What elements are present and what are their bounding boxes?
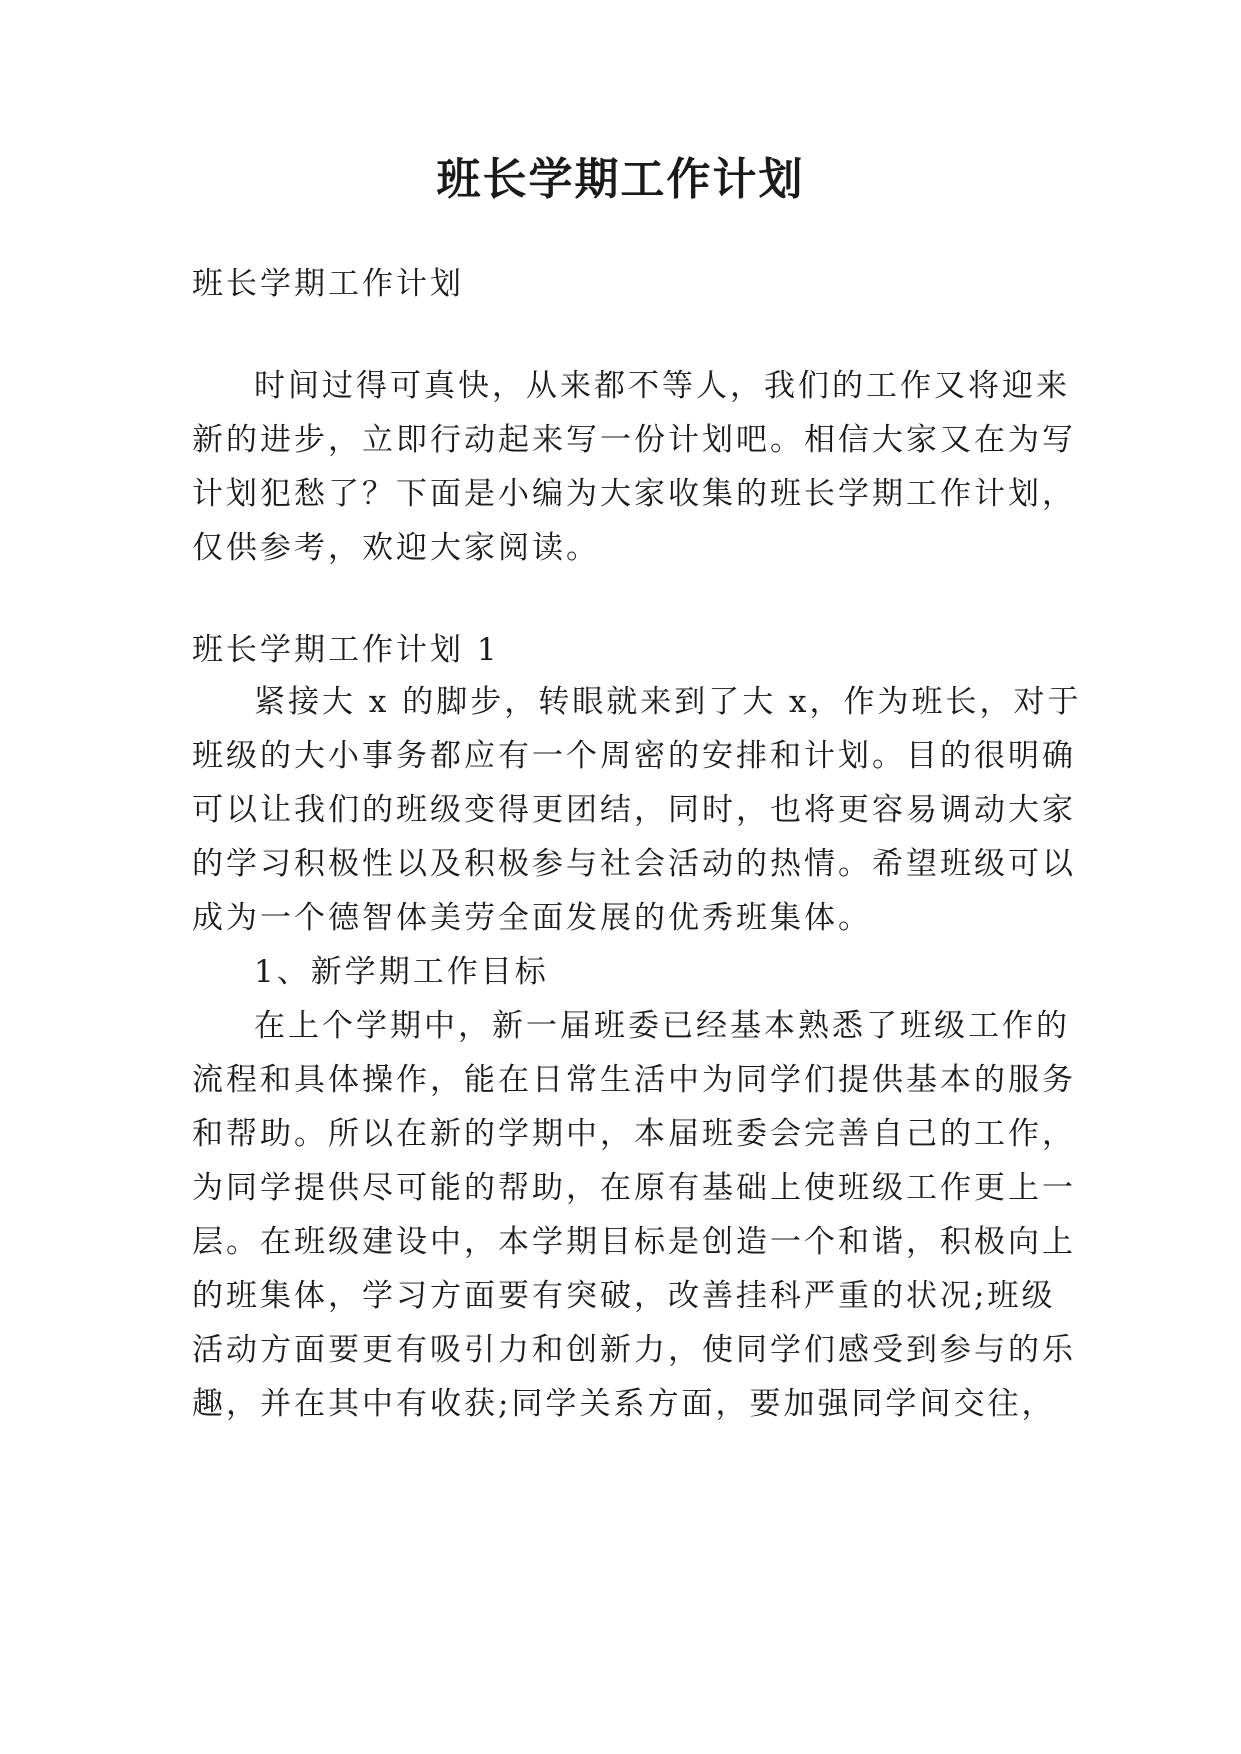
intro-line-4: 仅供参考，欢迎大家阅读。: [192, 530, 600, 566]
subheading: 1、新学期工作目标: [254, 954, 549, 990]
para2-line-1: 在上个学期中，新一届班委已经基本熟悉了班级工作的: [254, 1008, 1070, 1044]
para2-line-3: 和帮助。所以在新的学期中，本届班委会完善自己的工作，: [192, 1116, 1076, 1152]
para1-line-1: 紧接大 x 的脚步，转眼就来到了大 x，作为班长，对于: [254, 684, 1082, 720]
intro-line-2: 新的进步，立即行动起来写一份计划吧。相信大家又在为写: [192, 422, 1076, 458]
para2-line-6: 的班集体，学习方面要有突破，改善挂科严重的状况;班级: [192, 1278, 1056, 1314]
para2-line-5: 层。在班级建设中，本学期目标是创造一个和谐，积极向上: [192, 1224, 1076, 1260]
intro-line-1: 时间过得可真快，从来都不等人，我们的工作又将迎来: [254, 368, 1070, 404]
section-heading: 班长学期工作计划 1: [192, 632, 500, 668]
para2-line-2: 流程和具体操作，能在日常生活中为同学们提供基本的服务: [192, 1062, 1076, 1098]
para1-line-5: 成为一个德智体美劳全面发展的优秀班集体。: [192, 900, 872, 936]
para2-line-7: 活动方面要更有吸引力和创新力，使同学们感受到参与的乐: [192, 1332, 1076, 1368]
para1-line-2: 班级的大小事务都应有一个周密的安排和计划。目的很明确: [192, 738, 1076, 774]
intro-line-3: 计划犯愁了？下面是小编为大家收集的班长学期工作计划，: [192, 476, 1076, 512]
document-subtitle: 班长学期工作计划: [192, 266, 464, 302]
para2-line-8: 趣，并在其中有收获;同学关系方面，要加强同学间交往，: [192, 1386, 1056, 1422]
para2-line-4: 为同学提供尽可能的帮助，在原有基础上使班级工作更上一: [192, 1170, 1076, 1206]
para1-line-3: 可以让我们的班级变得更团结，同时，也将更容易调动大家: [192, 792, 1076, 828]
para1-line-4: 的学习积极性以及积极参与社会活动的热情。希望班级可以: [192, 846, 1076, 882]
document-title: 班长学期工作计划: [436, 154, 805, 205]
